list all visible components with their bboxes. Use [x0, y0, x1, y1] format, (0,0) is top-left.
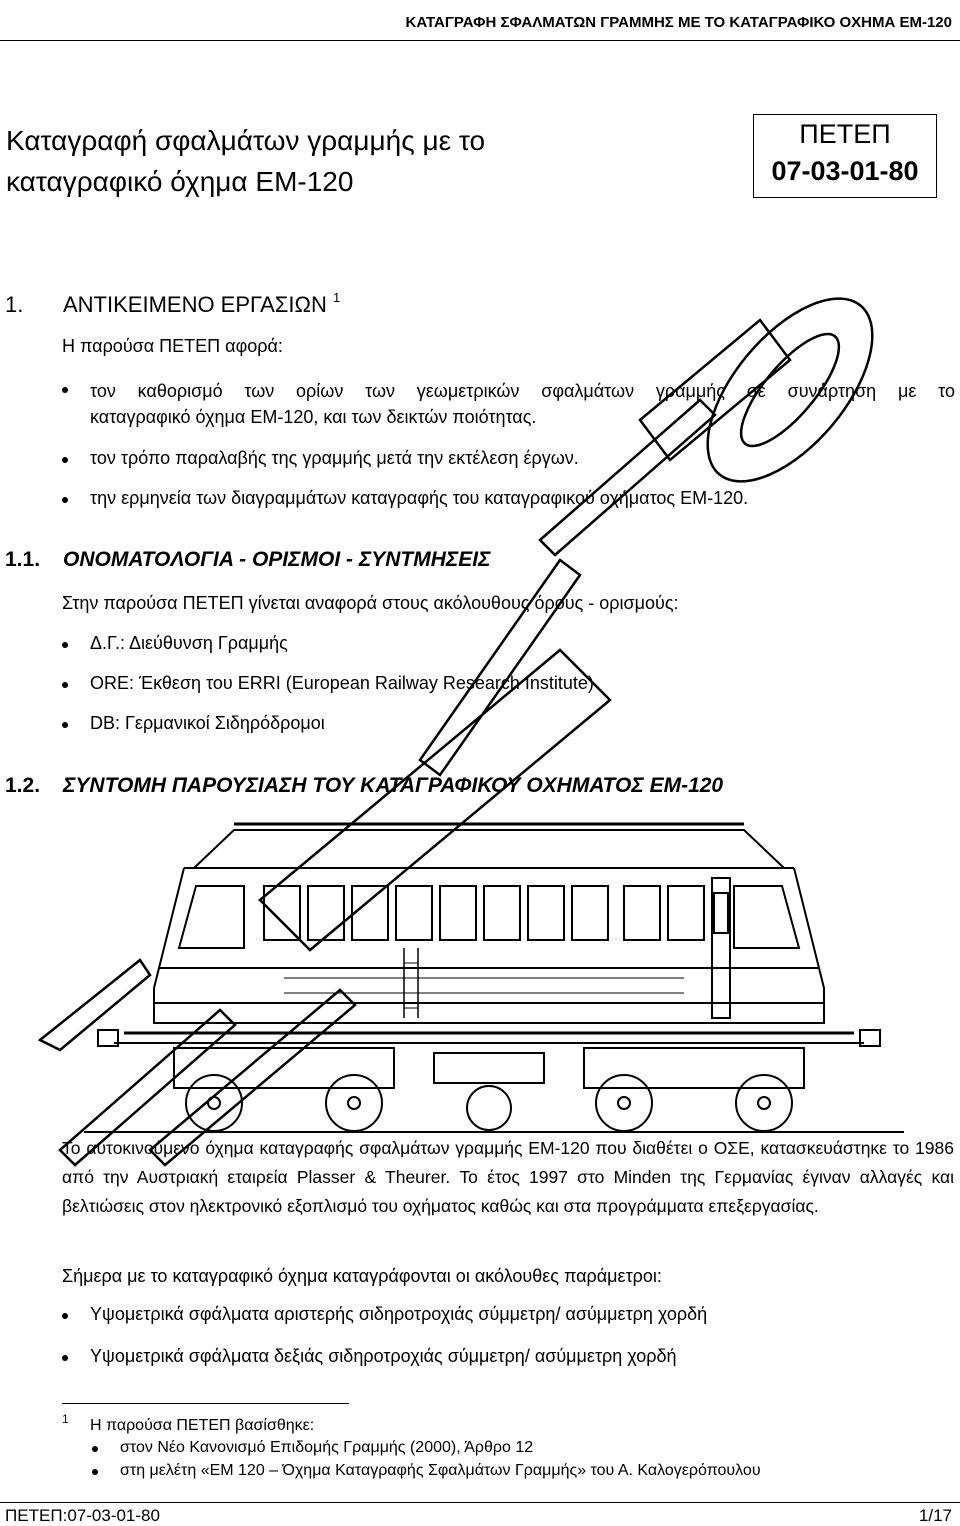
bullet-dot [62, 497, 68, 503]
footnote-text: Η παρούσα ΠΕΤΕΠ βασίσθηκε: [90, 1417, 315, 1434]
bullet-dot [62, 642, 68, 648]
bullet-item [90, 488, 748, 509]
bullet-dot [62, 1355, 68, 1361]
bullet-dot [62, 1313, 68, 1319]
page-number: 1/17 [918, 1506, 952, 1525]
parameter-text: Υψομετρικά σφάλματα δεξιάς σιδηροτροχιάς σύμμετρη/ ασύμμετρη χορδή [90, 1346, 677, 1366]
section-number: 1.1. [5, 548, 41, 571]
section-1-1-heading [5, 548, 491, 572]
parameter-item [90, 1304, 707, 1325]
footnote-item-text: στη μελέτη «ΕΜ 120 – Όχημα Καταγραφής Σφαλμάτων Γραμμής» του Α. Καλογερόπουλου [120, 1462, 761, 1479]
document-code-box [753, 114, 937, 198]
footnote-ref: 1 [332, 290, 341, 305]
header-rule [0, 40, 960, 41]
section-number: 1. [5, 292, 24, 317]
parameters-intro: Σήμερα με το καταγραφικό όχημα καταγράφονται οι ακόλουθες παράμετροι: [62, 1266, 662, 1286]
title-line-2: καταγραφικό όχημα ΕΜ-120 [6, 166, 354, 197]
bullet-item [90, 378, 955, 430]
section-1-2-heading [5, 774, 723, 798]
bullet-item [90, 448, 579, 469]
bullet-text-line-1: τον καθορισμό των ορίων των γεωμετρικών σφαλμάτων γραμμής σε συνάρτηση με το [90, 381, 955, 401]
definition-text: ORE: Έκθεση του ERRI (European Railway Research Institute) [90, 673, 594, 693]
footer-rule [0, 1502, 960, 1503]
footnote-item [120, 1439, 533, 1457]
bullet-dot [62, 387, 68, 393]
bullet-text-line-2: καταγραφικό όχημα ΕΜ-120, και των δεικτών ποιότητας. [90, 407, 537, 427]
section-number: 1.2. [5, 774, 41, 797]
bullet-dot [92, 1469, 98, 1475]
bullet-dot [62, 457, 68, 463]
footnote-item [120, 1462, 761, 1480]
definition-item [90, 673, 594, 694]
section-title: ΟΝΟΜΑΤΟΛΟΓΙΑ - ΟΡΙΣΜΟΙ - ΣΥΝΤΜΗΣΕΙΣ [63, 548, 491, 571]
document-title [6, 120, 706, 202]
bullet-text: τον τρόπο παραλαβής της γραμμής μετά την εκτέλεση έργων. [90, 448, 579, 468]
train-vehicle-drawing [84, 818, 904, 1136]
section-1-heading [5, 290, 340, 318]
bullet-dot [62, 682, 68, 688]
section-1-intro: Η παρούσα ΠΕΤΕΠ αφορά: [62, 336, 283, 356]
code-value: 07-03-01-80 [771, 156, 919, 186]
definition-text: DB: Γερμανικοί Σιδηρόδρομοι [90, 713, 325, 733]
definition-item [90, 633, 288, 654]
title-line-1: Καταγραφή σφαλμάτων γραμμής με το [6, 125, 486, 156]
definition-item [90, 713, 325, 734]
parameter-text: Υψομετρικά σφάλματα αριστερής σιδηροτροχιάς σύμμετρη/ ασύμμετρη χορδή [90, 1304, 708, 1324]
footnote-number: 1 [62, 1412, 69, 1426]
bullet-dot [92, 1446, 98, 1452]
footnote-item-text: στον Νέο Κανονισμό Επιδομής Γραμμής (2000), Άρθρο 12 [120, 1439, 534, 1456]
code-label: ΠΕΤΕΠ [799, 119, 891, 149]
bullet-text: την ερμηνεία των διαγραμμάτων καταγραφής του καταγραφικού οχήματος ΕΜ-120. [90, 488, 749, 508]
section-1-2-paragraph: Το αυτοκινούμενο όχημα καταγραφής σφαλμάτων γραμμής ΕΜ-120 που διαθέτει ο ΟΣΕ, κατασκευάστηκε το 1986 από την Αυστριακή εταιρεία Plasser & Theurer. Το έτος 1997 στο Minden της Γερμανίας έγιναν αλλαγές και βελτιώσεις στον ηλεκτρονικό εξοπλισμό του οχήματος καθώς και στα προγράμματα επεξεργασίας. [62, 1138, 954, 1216]
section-title: ΣΥΝΤΟΜΗ ΠΑΡΟΥΣΙΑΣΗ ΤΟΥ ΚΑΤΑΓΡΑΦΙΚΟΥ ΟΧΗΜΑΤΟΣ ΕΜ-120 [63, 774, 724, 797]
bullet-dot [62, 722, 68, 728]
running-header: ΚΑΤΑΓΡΑΦΗ ΣΦΑΛΜΑΤΩΝ ΓΡΑΜΜΗΣ ΜΕ ΤΟ ΚΑΤΑΓΡΑΦΙΚΟ ΟΧΗΜΑ ΕΜ-120 [405, 14, 952, 31]
section-title: ΑΝΤΙΚΕΙΜΕΝΟ ΕΡΓΑΣΙΩΝ [63, 292, 327, 317]
definition-text: Δ.Γ.: Διεύθυνση Γραμμής [90, 633, 288, 653]
footnote-rule [62, 1403, 349, 1404]
footer-doc-code: ΠΕΤΕΠ:07-03-01-80 [5, 1506, 160, 1525]
section-1-1-intro: Στην παρούσα ΠΕΤΕΠ γίνεται αναφορά στους ακόλουθους όρους - ορισμούς: [62, 593, 679, 613]
parameter-item [90, 1346, 677, 1367]
